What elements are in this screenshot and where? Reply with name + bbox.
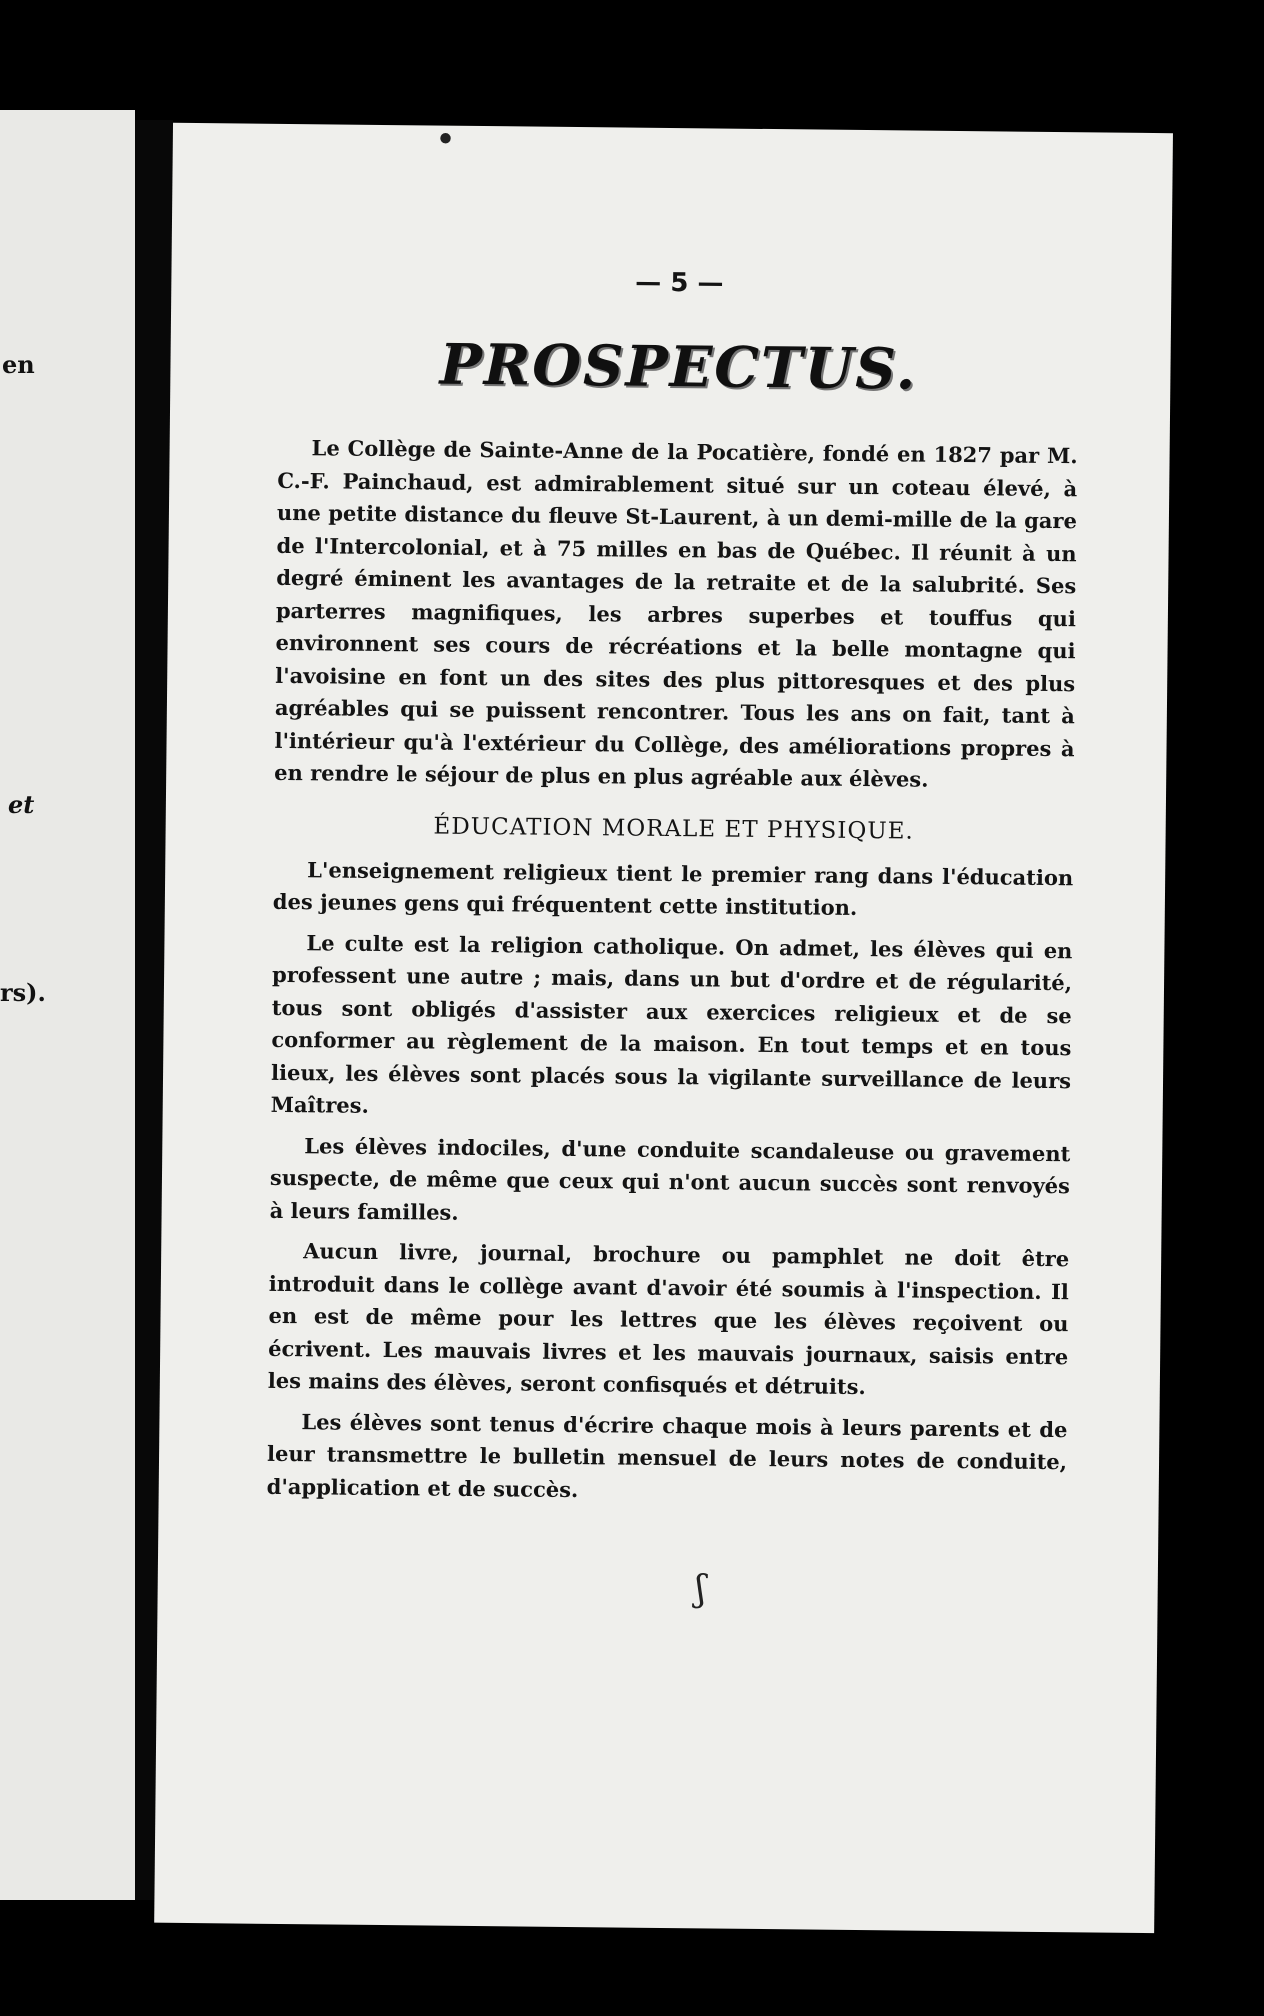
intro-paragraph: Le Collège de Sainte-Anne de la Pocatière, fondé en 1827 par M. C.-F. Painchaud, est admirablement situé sur un coteau élevé, à une petite distance du fleuve St-Laurent, à un demi-mille de la gare de l'Intercolonial, et à 75 milles en bas de Québec. Il réunit à un degré éminent les avantages de la retraite et de la salubrité. Ses parterres magnifiques, les arbres superbes et touffus qui environnent ses cours de récréations et la belle montagne qui l'avoisine en font un des sites des plus pittoresques et des plus agréables qui se puissent rencontrer. Tous les ans on fait, tant à l'intérieur qu'à l'extérieur du Collège, des améliorations propres à en rendre le séjour de plus en plus agréable aux élèves. <box>274 435 1078 792</box>
section-paragraph: Les élèves sont tenus d'écrire chaque mois à leurs parents et de leur transmettre le bulletin mensuel de leurs notes de conduite, d'application et de succès. <box>266 1408 1068 1502</box>
left-page-fragment: en <box>2 350 35 379</box>
section-paragraph: L'enseignement religieux tient le premier rang dans l'éducation des jeunes gens qui fréquentent cette institution. <box>272 856 1074 920</box>
ink-speck: • <box>434 119 457 161</box>
section-heading: ÉDUCATION MORALE ET PHYSIQUE. <box>433 813 914 845</box>
page-content <box>266 264 1079 1519</box>
page-number: — 5 — <box>635 267 724 299</box>
page-title: PROSPECTUS. <box>439 331 918 403</box>
left-page-fragment: et <box>8 790 35 819</box>
section-paragraph: Les élèves indociles, d'une conduite scandaleuse ou gravement suspecte, de même que ceux qui n'ont aucun succès sont renvoyés à leurs familles. <box>269 1132 1071 1225</box>
ink-mark: ʃ <box>695 1568 706 1610</box>
section-paragraph: Le culte est la religion catholique. On admet, les élèves qui en professent une autre ; mais, dans un but d'ordre et de régularité, tous sont obligés d'assister aux exercices religieux et de se conformer au règlement de la maison. En tout temps et en tous lieux, les élèves sont placés sous la vigilante surveillance de leurs Maîtres. <box>270 929 1073 1118</box>
document-page <box>154 119 1173 1933</box>
left-page-fragment: rs). <box>0 978 46 1007</box>
section-paragraph: Aucun livre, journal, brochure ou pamphlet ne doit être introduit dans le collège avant d'avoir été soumis à l'inspection. Il en est de même pour les lettres que les élèves reçoivent ou écrivent. Les mauvais livres et les mauvais journaux, saisis entre les mains des élèves, seront confisqués et détruits. <box>267 1238 1070 1400</box>
facing-page-edge <box>0 110 135 1900</box>
